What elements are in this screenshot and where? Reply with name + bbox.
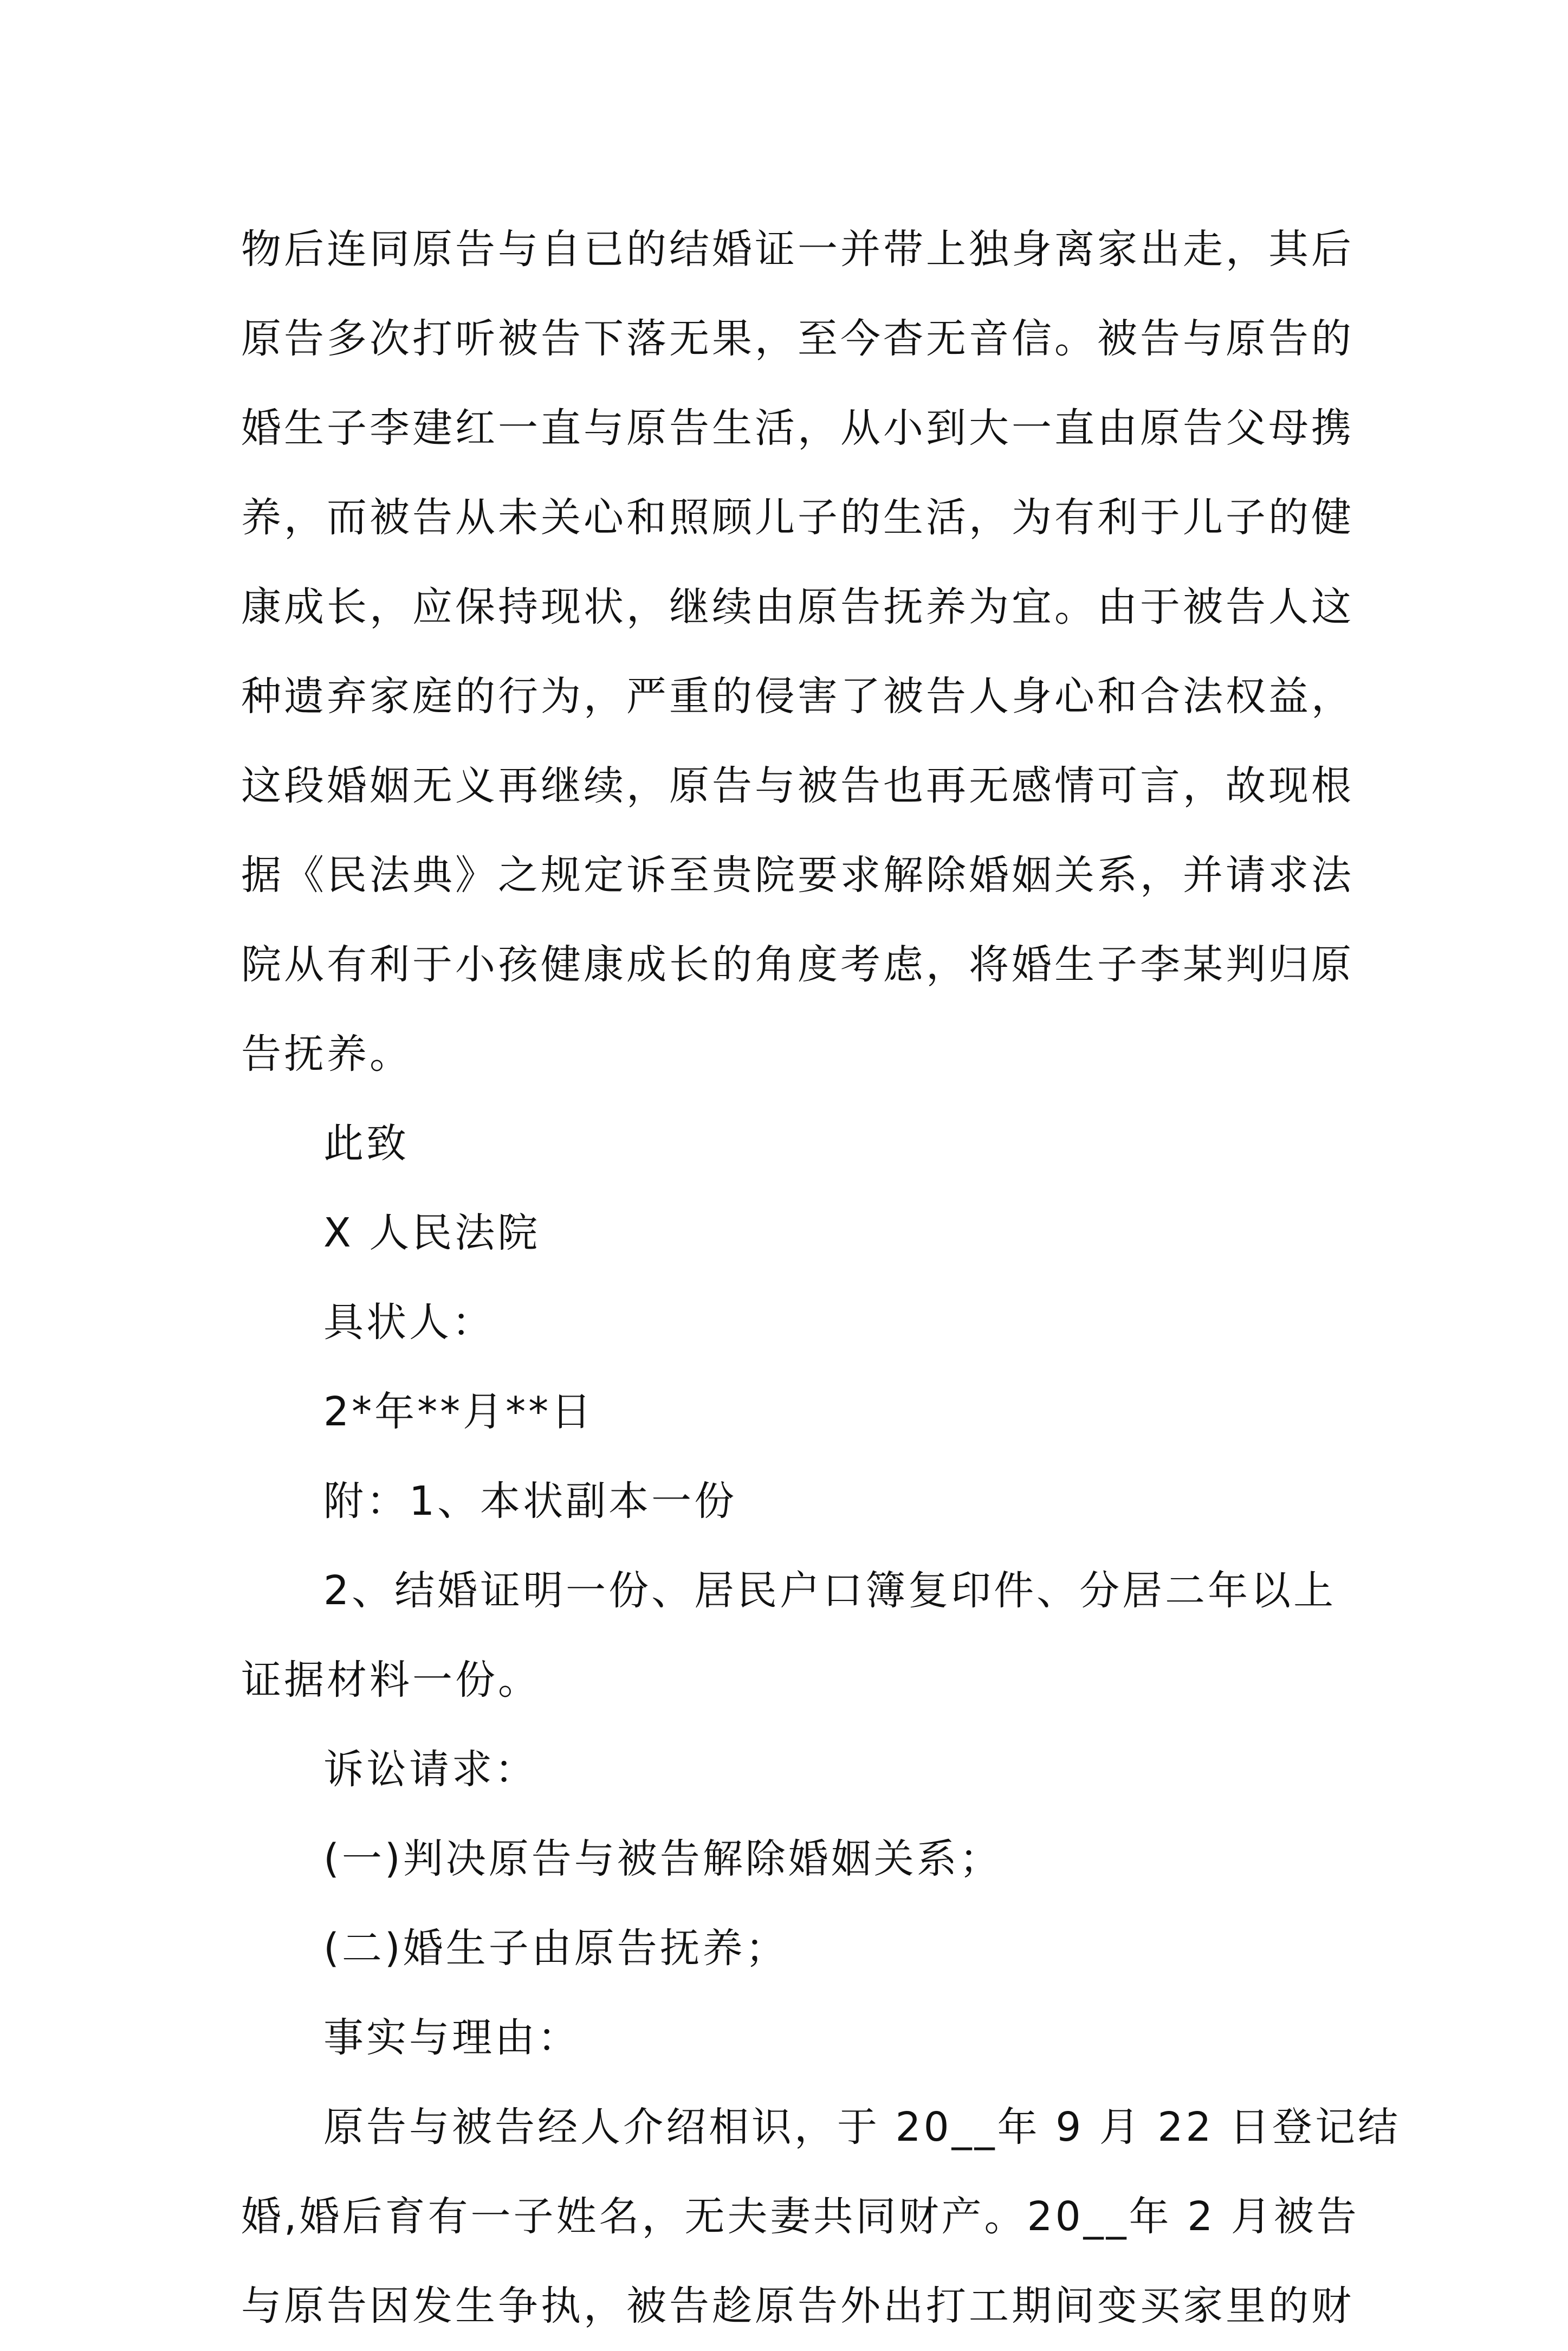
attachment-item: 附：1、本状副本一份 [323,1478,737,1525]
signer-label: 具状人： [323,1299,495,1346]
text-line: 据《民法典》之规定诉至贵院要求解除婚姻关系，并请求法 [241,852,1354,899]
claims-heading: 诉讼请求： [323,1746,537,1793]
text-line: 这段婚姻无义再继续，原告与被告也再无感情可言，故现根 [241,763,1354,809]
salutation: 此致 [323,1120,409,1167]
claim-item: (二)婚生子由原告抚养； [323,1925,788,1972]
text-line: 养，而被告从未关心和照顾儿子的生活，为有利于儿子的健 [241,494,1354,541]
text-line: 婚生子李建红一直与原告生活，从小到大一直由原告父母携 [241,405,1354,451]
facts-heading: 事实与理由： [323,2014,580,2061]
text-line: 婚,婚后育有一子姓名，无夫妻共同财产。20__年 2 月被告 [241,2193,1359,2240]
document-body [241,205,1401,2351]
attachment-item: 2、结婚证明一份、居民户口簿复印件、分居二年以上 [323,1567,1337,1614]
attachment-item-continued: 证据材料一份。 [241,1657,541,1703]
court-name: X 人民法院 [323,1210,541,1256]
text-line: 与原告因发生争执，被告趁原告外出打工期间变买家里的财 [241,2283,1354,2329]
text-line: 种遗弃家庭的行为，严重的侵害了被告人身心和合法权益， [241,673,1354,720]
claim-item: (一)判决原告与被告解除婚姻关系； [323,1836,1002,1882]
text-line: 原告多次打听被告下落无果，至今杳无音信。被告与原告的 [241,315,1354,362]
text-line: 院从有利于小孩健康成长的角度考虑，将婚生子李某判归原 [241,941,1354,988]
text-line: 康成长，应保持现状，继续由原告抚养为宜。由于被告人这 [241,584,1354,630]
document-date: 2*年**月**日 [323,1388,594,1435]
text-line: 物后连同原告与自已的结婚证一并带上独身离家出走，其后 [241,226,1354,273]
text-line: 告抚养。 [241,1031,412,1077]
text-line: 原告与被告经人介绍相识，于 20__年 9 月 22 日登记结 [323,2104,1401,2150]
